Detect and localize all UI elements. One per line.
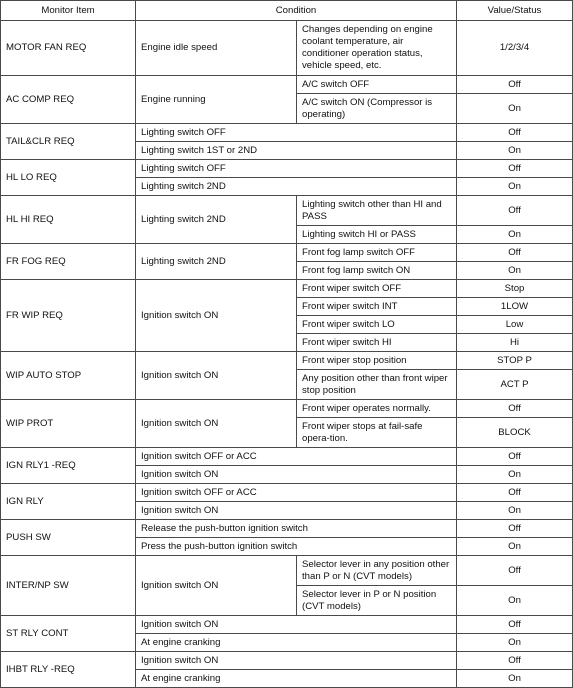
condition: Ignition switch ON bbox=[136, 352, 297, 400]
table-row bbox=[1, 520, 573, 538]
value-status: Off bbox=[457, 520, 573, 538]
value-status: Off bbox=[457, 652, 573, 670]
condition: Lighting switch 2ND bbox=[136, 196, 297, 244]
header-value-status: Value/Status bbox=[457, 1, 573, 21]
header-condition: Condition bbox=[136, 1, 457, 21]
value-status: Off bbox=[457, 616, 573, 634]
sub-condition: Front wiper stops at fail-safe opera-tion. bbox=[297, 418, 457, 448]
monitor-item: FR FOG REQ bbox=[1, 244, 136, 280]
table-row bbox=[1, 652, 573, 670]
sub-condition: Front wiper stop position bbox=[297, 352, 457, 370]
sub-condition: Lighting switch HI or PASS bbox=[297, 226, 457, 244]
value-status: 1/2/3/4 bbox=[457, 21, 573, 76]
table-row bbox=[1, 400, 573, 418]
sub-condition: Front wiper operates normally. bbox=[297, 400, 457, 418]
condition: Ignition switch OFF or ACC bbox=[136, 484, 457, 502]
value-status: Off bbox=[457, 196, 573, 226]
table-row bbox=[1, 616, 573, 634]
value-status: Off bbox=[457, 484, 573, 502]
condition: Lighting switch OFF bbox=[136, 160, 457, 178]
condition: At engine cranking bbox=[136, 634, 457, 652]
table-row bbox=[1, 124, 573, 142]
condition: Engine idle speed bbox=[136, 21, 297, 76]
monitor-item: HL LO REQ bbox=[1, 160, 136, 196]
monitor-item: HL HI REQ bbox=[1, 196, 136, 244]
value-status: On bbox=[457, 142, 573, 160]
condition: Lighting switch OFF bbox=[136, 124, 457, 142]
sub-condition: Selector lever in any position other than P or N (CVT models) bbox=[297, 556, 457, 586]
table-row bbox=[1, 556, 573, 586]
sub-condition: Front fog lamp switch OFF bbox=[297, 244, 457, 262]
value-status: On bbox=[457, 178, 573, 196]
value-status: Off bbox=[457, 400, 573, 418]
value-status: BLOCK bbox=[457, 418, 573, 448]
value-status: Stop bbox=[457, 280, 573, 298]
table-row bbox=[1, 484, 573, 502]
value-status: On bbox=[457, 262, 573, 280]
header-row bbox=[1, 1, 573, 21]
value-status: Off bbox=[457, 448, 573, 466]
value-status: On bbox=[457, 94, 573, 124]
value-status: Off bbox=[457, 76, 573, 94]
value-status: ACT P bbox=[457, 370, 573, 400]
table-row bbox=[1, 76, 573, 94]
table-row bbox=[1, 280, 573, 298]
condition: Ignition switch OFF or ACC bbox=[136, 448, 457, 466]
sub-condition: Lighting switch other than HI and PASS bbox=[297, 196, 457, 226]
condition: Press the push-button ignition switch bbox=[136, 538, 457, 556]
monitor-item: FR WIP REQ bbox=[1, 280, 136, 352]
sub-condition: Selector lever in P or N position (CVT models) bbox=[297, 586, 457, 616]
table-row bbox=[1, 448, 573, 466]
sub-condition: Front wiper switch OFF bbox=[297, 280, 457, 298]
condition: Engine running bbox=[136, 76, 297, 124]
value-status: On bbox=[457, 586, 573, 616]
monitor-item: TAIL&CLR REQ bbox=[1, 124, 136, 160]
monitor-item: IHBT RLY -REQ bbox=[1, 652, 136, 688]
sub-condition: Any position other than front wiper stop position bbox=[297, 370, 457, 400]
value-status: Off bbox=[457, 244, 573, 262]
value-status: Off bbox=[457, 160, 573, 178]
value-status: STOP P bbox=[457, 352, 573, 370]
condition: Lighting switch 2ND bbox=[136, 244, 297, 280]
condition: Lighting switch 2ND bbox=[136, 178, 457, 196]
sub-condition: Front wiper switch HI bbox=[297, 334, 457, 352]
condition: Ignition switch ON bbox=[136, 652, 457, 670]
value-status: On bbox=[457, 466, 573, 484]
monitor-item: WIP AUTO STOP bbox=[1, 352, 136, 400]
header-monitor-item: Monitor Item bbox=[1, 1, 136, 21]
sub-condition: A/C switch ON (Compressor is operating) bbox=[297, 94, 457, 124]
condition: Ignition switch ON bbox=[136, 400, 297, 448]
value-status: Off bbox=[457, 556, 573, 586]
value-status: Off bbox=[457, 124, 573, 142]
table-row bbox=[1, 196, 573, 226]
table-row bbox=[1, 244, 573, 262]
sub-condition: A/C switch OFF bbox=[297, 76, 457, 94]
condition: Ignition switch ON bbox=[136, 556, 297, 616]
monitor-item: IGN RLY bbox=[1, 484, 136, 520]
sub-condition: Front fog lamp switch ON bbox=[297, 262, 457, 280]
value-status: On bbox=[457, 502, 573, 520]
value-status: Low bbox=[457, 316, 573, 334]
value-status: On bbox=[457, 670, 573, 688]
sub-condition: Front wiper switch INT bbox=[297, 298, 457, 316]
value-status: Hi bbox=[457, 334, 573, 352]
monitor-item: AC COMP REQ bbox=[1, 76, 136, 124]
sub-condition: Changes depending on engine coolant temperature, air conditioner operation status, vehicle speed, etc. bbox=[297, 21, 457, 76]
value-status: On bbox=[457, 634, 573, 652]
sub-condition: Front wiper switch LO bbox=[297, 316, 457, 334]
monitor-item: IGN RLY1 -REQ bbox=[1, 448, 136, 484]
table-row bbox=[1, 352, 573, 370]
monitor-item: PUSH SW bbox=[1, 520, 136, 556]
condition: Ignition switch ON bbox=[136, 502, 457, 520]
condition: Ignition switch ON bbox=[136, 616, 457, 634]
value-status: On bbox=[457, 226, 573, 244]
monitor-item: WIP PROT bbox=[1, 400, 136, 448]
value-status: 1LOW bbox=[457, 298, 573, 316]
condition: Ignition switch ON bbox=[136, 280, 297, 352]
table-row bbox=[1, 160, 573, 178]
monitor-item: MOTOR FAN REQ bbox=[1, 21, 136, 76]
condition: Release the push-button ignition switch bbox=[136, 520, 457, 538]
value-status: On bbox=[457, 538, 573, 556]
condition: Ignition switch ON bbox=[136, 466, 457, 484]
monitor-item: INTER/NP SW bbox=[1, 556, 136, 616]
condition: Lighting switch 1ST or 2ND bbox=[136, 142, 457, 160]
table-row bbox=[1, 21, 573, 76]
condition: At engine cranking bbox=[136, 670, 457, 688]
monitor-item: ST RLY CONT bbox=[1, 616, 136, 652]
